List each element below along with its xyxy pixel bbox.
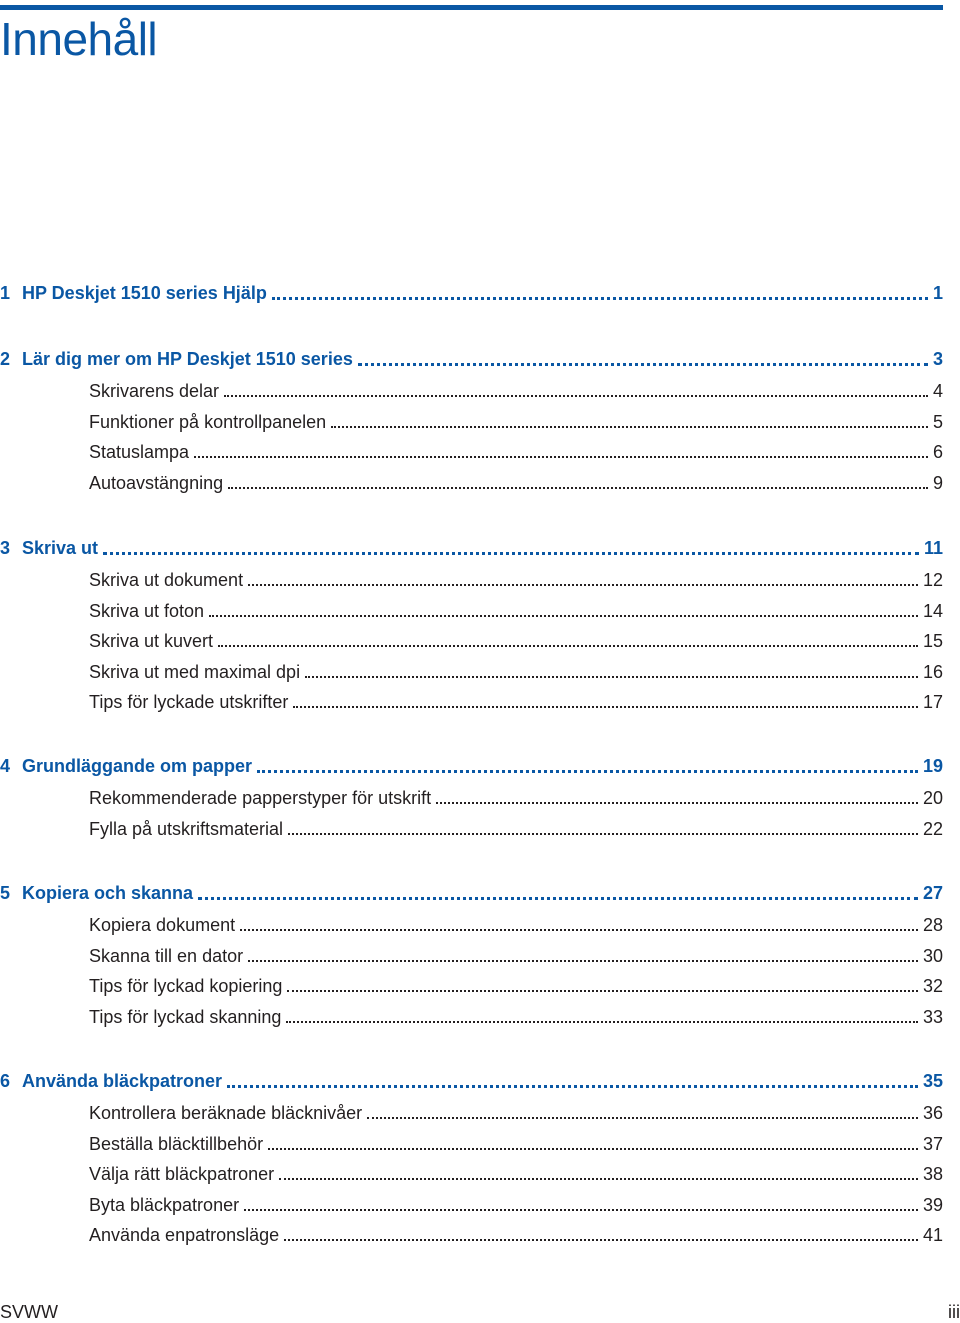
- chapter-number: 4: [0, 756, 11, 776]
- dot-leader: [287, 990, 918, 992]
- section-page-number: 39: [922, 1194, 943, 1215]
- toc-section[interactable]: [0, 409, 943, 433]
- toc-section[interactable]: [0, 1192, 943, 1216]
- chapter-page-number: 19: [922, 756, 943, 776]
- top-rule: [0, 5, 943, 10]
- section-page-number: 4: [932, 381, 943, 401]
- toc-section[interactable]: [0, 470, 943, 494]
- toc-section[interactable]: [0, 598, 943, 622]
- section-title: Tips för lyckade utskrifter: [89, 692, 289, 712]
- toc-section[interactable]: [0, 439, 943, 463]
- dot-leader: [288, 833, 918, 835]
- toc-chapter-6[interactable]: [0, 1068, 943, 1092]
- toc-chapter-3[interactable]: [0, 535, 943, 559]
- dot-leader: [198, 897, 918, 900]
- dot-leader: [305, 676, 918, 678]
- chapter-number: 3: [0, 538, 11, 558]
- section-page-number: 30: [922, 945, 943, 966]
- dot-leader: [284, 1239, 918, 1241]
- section-page-number: 37: [922, 1133, 943, 1154]
- dot-leader: [248, 960, 918, 962]
- section-title: Byta bläckpatroner: [89, 1194, 240, 1215]
- dot-leader: [367, 1117, 918, 1119]
- chapter-title: Kopiera och skanna: [22, 883, 194, 903]
- dot-leader: [272, 297, 928, 300]
- page-title: Innehåll: [0, 13, 158, 65]
- dot-leader: [240, 929, 918, 931]
- dot-leader: [436, 802, 918, 804]
- section-page-number: 41: [922, 1225, 943, 1245]
- toc-section[interactable]: [0, 378, 943, 402]
- section-page-number: 16: [922, 661, 943, 682]
- section-page-number: 5: [932, 411, 943, 432]
- chapter-page-number: 35: [922, 1071, 943, 1091]
- section-title: Funktioner på kontrollpanelen: [89, 411, 327, 432]
- section-title: Skriva ut foton: [89, 600, 205, 621]
- section-title: Autoavstängning: [89, 472, 224, 493]
- section-page-number: 9: [932, 472, 943, 493]
- chapter-number: 6: [0, 1071, 11, 1091]
- dot-leader: [248, 584, 918, 586]
- section-title: Skriva ut kuvert: [89, 631, 214, 651]
- section-page-number: 14: [922, 600, 943, 621]
- chapter-number: 1: [0, 283, 11, 303]
- section-page-number: 15: [922, 631, 943, 651]
- section-title: Rekommenderade papperstyper för utskrift: [89, 788, 432, 808]
- footer-page-number: iii: [948, 1302, 960, 1322]
- section-title: Skriva ut dokument: [89, 570, 244, 590]
- section-title: Skrivarens delar: [89, 381, 220, 401]
- section-title: Välja rätt bläckpatroner: [89, 1164, 275, 1184]
- dot-leader: [358, 363, 928, 366]
- section-title: Beställa bläcktillbehör: [89, 1133, 264, 1154]
- toc-section[interactable]: [0, 689, 943, 713]
- section-page-number: 20: [922, 788, 943, 808]
- dot-leader: [209, 615, 918, 617]
- section-title: Skanna till en dator: [89, 945, 244, 966]
- chapter-page-number: 11: [923, 538, 943, 558]
- toc-section[interactable]: [0, 943, 943, 967]
- toc-chapter-5[interactable]: [0, 880, 943, 904]
- footer-left: SVWW: [0, 1302, 58, 1322]
- section-title: Tips för lyckad skanning: [89, 1006, 282, 1027]
- toc-chapter-2[interactable]: [0, 346, 943, 370]
- chapter-title: Lär dig mer om HP Deskjet 1510 series: [22, 349, 353, 369]
- toc-section[interactable]: [0, 912, 943, 936]
- dot-leader: [244, 1209, 918, 1211]
- toc-section[interactable]: [0, 973, 943, 997]
- chapter-number: 2: [0, 349, 11, 369]
- toc-section[interactable]: [0, 1004, 943, 1028]
- section-title: Använda enpatronsläge: [89, 1225, 280, 1245]
- toc-section[interactable]: [0, 816, 943, 840]
- section-title: Skriva ut med maximal dpi: [89, 661, 301, 682]
- section-title: Kontrollera beräknade bläcknivåer: [89, 1103, 363, 1123]
- section-title: Statuslampa: [89, 442, 190, 462]
- dot-leader: [331, 426, 928, 428]
- dot-leader: [257, 770, 918, 773]
- section-page-number: 22: [922, 818, 943, 839]
- chapter-page-number: 1: [932, 283, 943, 303]
- dot-leader: [224, 395, 928, 397]
- dot-leader: [228, 487, 928, 489]
- toc-section[interactable]: [0, 628, 943, 652]
- toc-chapter-4[interactable]: [0, 753, 943, 777]
- dot-leader: [194, 456, 928, 458]
- section-page-number: 17: [922, 692, 943, 712]
- section-title: Fylla på utskriftsmaterial: [89, 818, 284, 839]
- section-page-number: 33: [922, 1006, 943, 1027]
- section-page-number: 6: [932, 442, 943, 462]
- dot-leader: [268, 1148, 918, 1150]
- dot-leader: [227, 1085, 918, 1088]
- toc-section[interactable]: [0, 1131, 943, 1155]
- chapter-page-number: 27: [922, 883, 943, 903]
- chapter-page-number: 3: [932, 349, 943, 369]
- section-page-number: 36: [922, 1103, 943, 1123]
- section-page-number: 38: [922, 1164, 943, 1184]
- toc-section[interactable]: [0, 1100, 943, 1124]
- dot-leader: [279, 1178, 918, 1180]
- chapter-title: Grundläggande om papper: [22, 756, 253, 776]
- dot-leader: [218, 645, 918, 647]
- dot-leader: [103, 552, 919, 555]
- section-title: Kopiera dokument: [89, 915, 236, 935]
- chapter-title: Använda bläckpatroner: [22, 1071, 223, 1091]
- section-page-number: 28: [922, 915, 943, 935]
- toc-section[interactable]: [0, 567, 943, 591]
- chapter-title: HP Deskjet 1510 series Hjälp: [22, 283, 267, 303]
- toc-section[interactable]: [0, 1222, 943, 1246]
- chapter-title: Skriva ut: [22, 538, 99, 558]
- section-page-number: 32: [922, 976, 943, 996]
- dot-leader: [293, 706, 918, 708]
- toc-section[interactable]: [0, 1161, 943, 1185]
- section-page-number: 12: [922, 570, 943, 590]
- section-title: Tips för lyckad kopiering: [89, 976, 283, 996]
- toc-section[interactable]: [0, 659, 943, 683]
- toc-section[interactable]: [0, 785, 943, 809]
- chapter-number: 5: [0, 883, 11, 903]
- dot-leader: [286, 1021, 918, 1023]
- toc-chapter-1[interactable]: [0, 280, 943, 304]
